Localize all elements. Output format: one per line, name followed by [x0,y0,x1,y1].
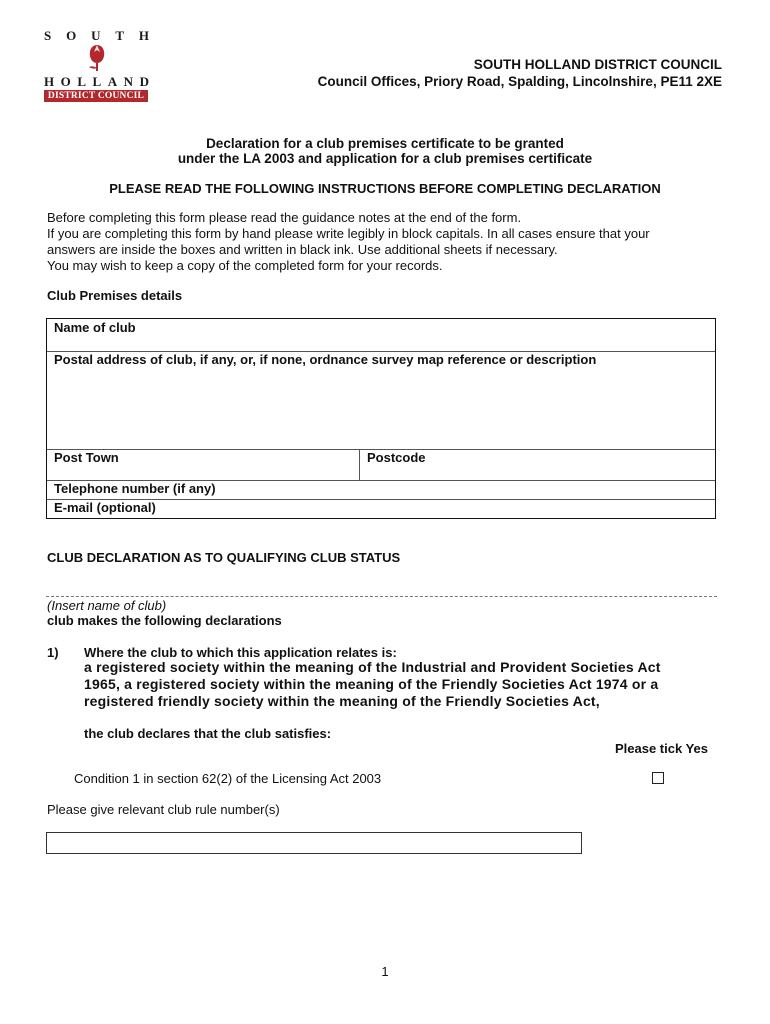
postal-address-label: Postal address of club, if any, or, if none, ordnance survey map reference or description [54,352,597,367]
item-body-line-2: 1965, a registered society within the meaning of the Friendly Societies Act 1974 or a [84,676,659,692]
form-title-line-2: under the LA 2003 and application for a club premises certificate [177,151,593,166]
form-title-line-1: Declaration for a club premises certificate to be granted [206,136,564,151]
postal-address-field[interactable] [47,352,715,449]
council-address: Council Offices, Priory Road, Spalding, Lincolnshire, PE11 2XE [317,74,722,89]
email-field[interactable] [47,500,715,517]
logo-letter: U [91,28,102,43]
tick-yes-label: Please tick Yes [614,741,708,756]
logo-letter: L [92,74,103,89]
telephone-field[interactable] [47,481,715,499]
insert-name-hint: (Insert name of club) [47,598,167,613]
item-intro: Where the club to which this application relates is: [84,645,397,660]
logo-letter: H [138,28,150,43]
logo-banner: DISTRICT COUNCIL [44,90,148,102]
postcode-field[interactable] [360,450,714,480]
club-name-line[interactable] [46,596,717,597]
page-number: 1 [381,964,389,979]
logo-letter: H [44,74,56,89]
declarations-intro: club makes the following declarations [47,613,282,628]
condition-yes-checkbox[interactable] [652,772,664,784]
satisfies-label: the club declares that the club satisfies: [84,726,332,741]
intro-line-4: You may wish to keep a copy of the completed form for your records. [47,258,443,273]
intro-line-1: Before completing this form please read the guidance notes at the end of the form. [47,210,522,225]
logo-letter: T [115,28,125,43]
post-town-label: Post Town [54,450,119,465]
postcode-label: Postcode [367,450,426,465]
logo-bottom-word [44,74,150,90]
intro-line-3: answers are inside the boxes and written in black ink. Use additional sheets if necessary. [47,242,558,257]
logo-letter: O [60,74,72,89]
condition-label: Condition 1 in section 62(2) of the Licensing Act 2003 [74,771,382,786]
council-logo [44,28,150,102]
item-number: 1) [47,645,59,660]
club-name-field[interactable] [47,320,715,350]
club-name-label: Name of club [54,320,136,335]
council-name: SOUTH HOLLAND DISTRICT COUNCIL [473,57,722,72]
logo-letter: A [107,74,119,89]
item-body-line-3: registered friendly society within the meaning of the Friendly Societies Act, [84,693,600,709]
post-town-field[interactable] [47,450,359,480]
logo-letter: O [66,28,78,43]
tulip-emblem-icon [84,42,110,72]
telephone-label: Telephone number (if any) [54,481,216,496]
logo-letter: D [139,74,150,89]
email-label: E-mail (optional) [54,500,156,515]
club-premises-form [46,318,716,519]
declaration-heading: CLUB DECLARATION AS TO QUALIFYING CLUB STATUS [47,550,401,565]
logo-letter: L [77,74,87,89]
logo-letter: S [44,28,53,43]
rule-number-input[interactable] [46,832,582,854]
intro-line-2: If you are completing this form by hand please write legibly in block capitals. In all cases ensure that your [47,226,650,241]
logo-letter: N [123,74,135,89]
item-body-line-1: a registered society within the meaning of the Industrial and Provident Societies Act [84,659,661,675]
club-premises-heading: Club Premises details [47,288,183,303]
rule-number-label: Please give relevant club rule number(s) [47,802,280,817]
instructions-heading: PLEASE READ THE FOLLOWING INSTRUCTIONS BEFORE COMPLETING DECLARATION [109,181,661,196]
